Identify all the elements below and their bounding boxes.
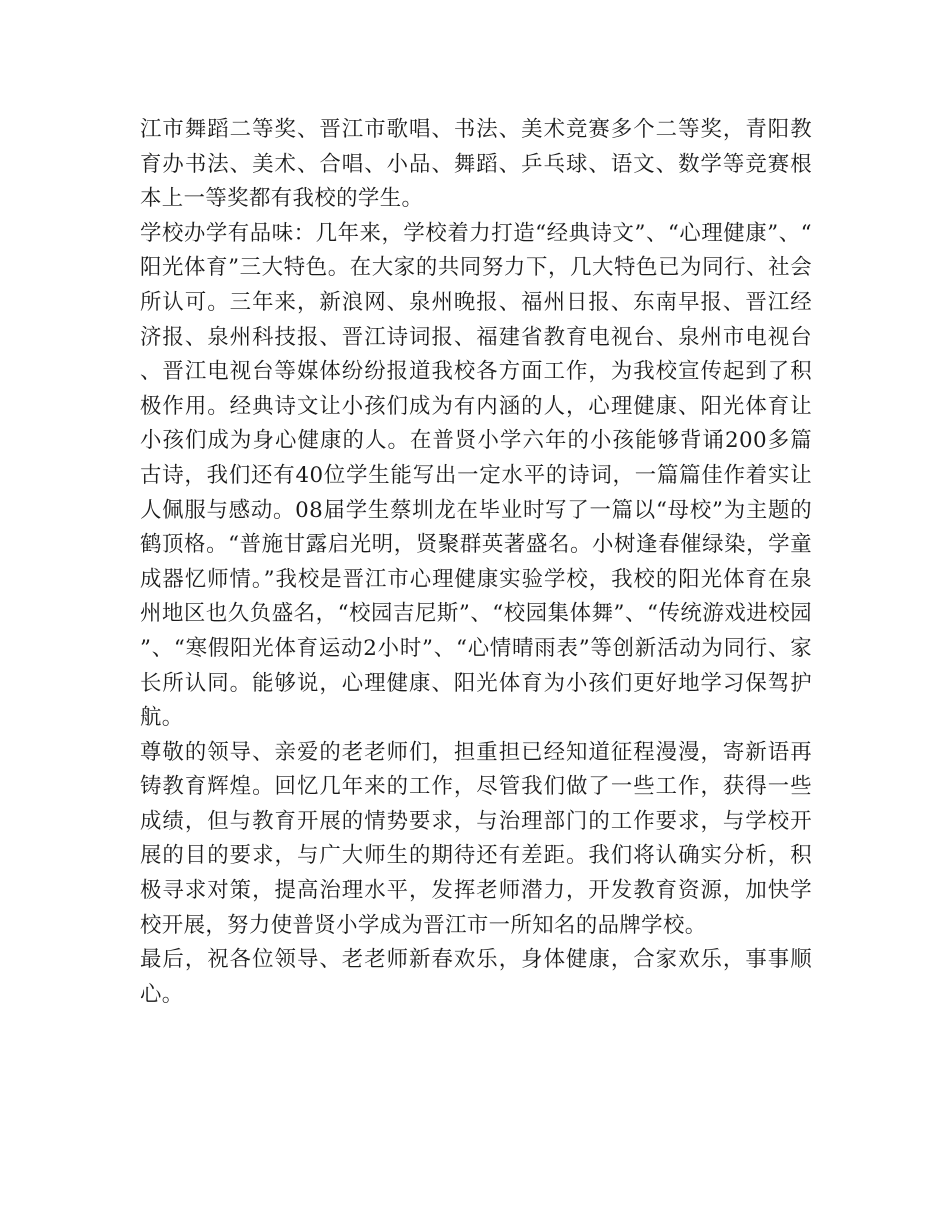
paragraph-address-to-teachers: 尊敬的领导、亲爱的老老师们，担重担已经知道征程漫漫，寄新语再铸教育辉煌。回忆几年来的工作，尽管我们做了一些工作，获得一些成绩，但与教育开展的情势要求，与治理部门的工作要求，与学校开展的目的要求，与广大师生的期待还有差距。我们将认确实分析，积极寻求对策，提高治理水平，发挥老师潜力，开发教育资源，加快学校开展，努力使普贤小学成为晋江市一所知名的品牌学校。 bbox=[140, 739, 812, 938]
paragraph-closing-wishes: 最后，祝各位领导、老老师新春欢乐，身体健康，合家欢乐，事事顺心。 bbox=[140, 947, 812, 1007]
paragraph-school-characteristics: 学校办学有品味：几年来，学校着力打造“经典诗文”、“心理健康”、“阳光体育”三大特色。在大家的共同努力下，几大特色已为同行、社会所认可。三年来，新浪网、泉州晚报、福州日报、东南早报、晋江经济报、泉州科技报、晋江诗词报、福建省教育电视台、泉州市电视台、晋江电视台等媒体纷纷报道我校各方面工作，为我校宣传起到了积极作用。经典诗文让小孩们成为有内涵的人，心理健康、阳光体育让小孩们成为身心健康的人。在普贤小学六年的小孩能够背诵200多篇古诗，我们还有40位学生能写出一定水平的诗词，一篇篇佳作着实让人佩服与感动。08届学生蔡圳龙在毕业时写了一篇以“母校”为主题的鹤顶格。“普施甘露启光明，贤聚群英著盛名。小树逢春催绿染，学童成器忆师情。”我校是晋江市心理健康实验学校，我校的阳光体育在泉州地区也久负盛名，“校园吉尼斯”、“校园集体舞”、“传统游戏进校园”、“寒假阳光体育运动2小时”、“心情晴雨表”等创新活动为同行、家长所认同。能够说，心理健康、阳光体育为小孩们更好地学习保驾护航。 bbox=[140, 220, 812, 731]
paragraph-awards-continued: 江市舞蹈二等奖、晋江市歌唱、书法、美术竞赛多个二等奖，青阳教育办书法、美术、合唱、小品、舞蹈、乒乓球、语文、数学等竞赛根本上一等奖都有我校的学生。 bbox=[140, 117, 812, 212]
document-body bbox=[140, 113, 812, 1012]
